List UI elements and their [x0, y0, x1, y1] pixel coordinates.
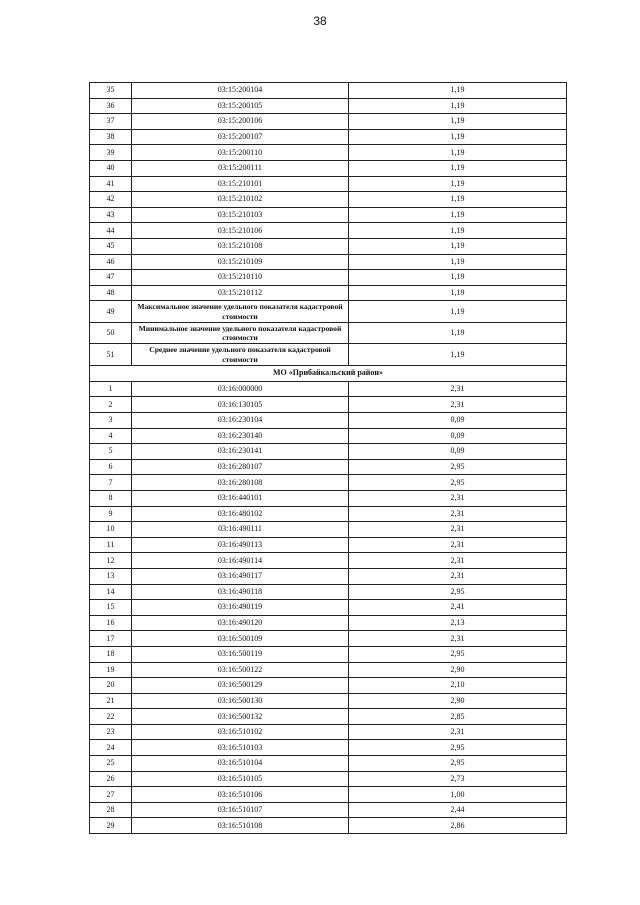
summary-label: Максимальное значение удельного показателя кадастровой стоимости — [132, 301, 349, 323]
table-row — [90, 787, 567, 803]
specific-value: 1,19 — [349, 238, 567, 254]
row-number: 39 — [90, 145, 132, 161]
row-number: 46 — [90, 254, 132, 270]
cadastral-quarter-code: 03:15:200110 — [132, 145, 349, 161]
specific-value: 1,19 — [349, 160, 567, 176]
row-number: 26 — [90, 771, 132, 787]
cadastral-quarter-code: 03:16:490120 — [132, 615, 349, 631]
row-number: 41 — [90, 176, 132, 192]
row-number: 25 — [90, 756, 132, 772]
specific-value: 2,31 — [349, 522, 567, 538]
cadastral-quarter-code: 03:15:210106 — [132, 223, 349, 239]
row-number: 28 — [90, 802, 132, 818]
row-number: 35 — [90, 83, 132, 99]
cadastral-quarter-code: 03:16:230104 — [132, 413, 349, 429]
specific-value: 0,09 — [349, 428, 567, 444]
cadastral-quarter-code: 03:16:490111 — [132, 522, 349, 538]
specific-value: 2,31 — [349, 506, 567, 522]
specific-value: 2,73 — [349, 771, 567, 787]
specific-value: 2,95 — [349, 740, 567, 756]
table-row — [90, 83, 567, 99]
cadastral-quarter-code: 03:15:200105 — [132, 98, 349, 114]
specific-value: 2,31 — [349, 381, 567, 397]
table-row — [90, 285, 567, 301]
row-number: 24 — [90, 740, 132, 756]
cadastral-quarter-code: 03:16:130105 — [132, 397, 349, 413]
row-number: 9 — [90, 506, 132, 522]
table-row — [90, 662, 567, 678]
section-title: МО «Прибайкальский район» — [90, 365, 567, 381]
row-number: 23 — [90, 724, 132, 740]
table-row — [90, 490, 567, 506]
row-number: 10 — [90, 522, 132, 538]
table-row — [90, 646, 567, 662]
table-row — [90, 114, 567, 130]
row-number: 21 — [90, 693, 132, 709]
cadastral-quarter-code: 03:16:490117 — [132, 568, 349, 584]
table-row — [90, 475, 567, 491]
row-number: 6 — [90, 459, 132, 475]
specific-value: 1,19 — [349, 176, 567, 192]
row-number: 22 — [90, 709, 132, 725]
table-row — [90, 444, 567, 460]
row-number: 48 — [90, 285, 132, 301]
specific-value: 1,19 — [349, 129, 567, 145]
specific-value: 1,19 — [349, 207, 567, 223]
cadastral-quarter-code: 03:15:210112 — [132, 285, 349, 301]
section-header-row — [90, 365, 567, 381]
specific-value: 2,95 — [349, 756, 567, 772]
row-number: 3 — [90, 413, 132, 429]
table-row — [90, 459, 567, 475]
table-row — [90, 506, 567, 522]
cadastral-quarter-code: 03:16:510102 — [132, 724, 349, 740]
row-number: 2 — [90, 397, 132, 413]
specific-value: 1,19 — [349, 285, 567, 301]
summary-row — [90, 301, 567, 323]
table-row — [90, 709, 567, 725]
table-row — [90, 615, 567, 631]
row-number: 42 — [90, 192, 132, 208]
row-number: 8 — [90, 490, 132, 506]
cadastral-quarter-code: 03:15:210101 — [132, 176, 349, 192]
table-row — [90, 568, 567, 584]
table-row — [90, 678, 567, 694]
specific-value: 2,31 — [349, 553, 567, 569]
specific-value: 2,95 — [349, 584, 567, 600]
specific-value: 1,19 — [349, 114, 567, 130]
table-row — [90, 537, 567, 553]
row-number: 19 — [90, 662, 132, 678]
row-number: 44 — [90, 223, 132, 239]
row-number: 5 — [90, 444, 132, 460]
table-row — [90, 270, 567, 286]
cadastral-quarter-code: 03:16:500132 — [132, 709, 349, 725]
table-row — [90, 145, 567, 161]
table-row — [90, 207, 567, 223]
cadastral-quarter-code: 03:16:230141 — [132, 444, 349, 460]
table-row — [90, 381, 567, 397]
specific-value: 1,19 — [349, 254, 567, 270]
cadastral-quarter-code: 03:15:210103 — [132, 207, 349, 223]
specific-value: 2,31 — [349, 568, 567, 584]
table-row — [90, 98, 567, 114]
table-row — [90, 238, 567, 254]
cadastral-quarter-code: 03:16:500109 — [132, 631, 349, 647]
row-number: 49 — [90, 301, 132, 323]
table-row — [90, 724, 567, 740]
specific-value: 2,86 — [349, 818, 567, 834]
specific-value: 1,19 — [349, 145, 567, 161]
row-number: 7 — [90, 475, 132, 491]
table-row — [90, 254, 567, 270]
table-row — [90, 413, 567, 429]
specific-value: 0,09 — [349, 413, 567, 429]
specific-value: 2,41 — [349, 600, 567, 616]
specific-value: 2,13 — [349, 615, 567, 631]
specific-value: 0,09 — [349, 444, 567, 460]
table-row — [90, 160, 567, 176]
cadastral-quarter-code: 03:16:280108 — [132, 475, 349, 491]
specific-value: 2,95 — [349, 459, 567, 475]
row-number: 18 — [90, 646, 132, 662]
table-row — [90, 600, 567, 616]
row-number: 16 — [90, 615, 132, 631]
summary-value: 1,19 — [349, 301, 567, 323]
cadastral-quarter-code: 03:16:510106 — [132, 787, 349, 803]
table-row — [90, 522, 567, 538]
summary-label: Минимальное значение удельного показателя кадастровой стоимости — [132, 322, 349, 344]
summary-row — [90, 344, 567, 366]
specific-value: 1,19 — [349, 192, 567, 208]
cadastral-quarter-code: 03:15:210102 — [132, 192, 349, 208]
row-number: 17 — [90, 631, 132, 647]
specific-value: 2,85 — [349, 709, 567, 725]
specific-value: 2,44 — [349, 802, 567, 818]
table-row — [90, 693, 567, 709]
cadastral-quarter-code: 03:16:000000 — [132, 381, 349, 397]
table-body — [90, 83, 567, 834]
cadastral-quarter-code: 03:16:500130 — [132, 693, 349, 709]
table-row — [90, 631, 567, 647]
specific-value: 2,90 — [349, 693, 567, 709]
specific-value: 2,90 — [349, 662, 567, 678]
cadastral-quarter-code: 03:16:490119 — [132, 600, 349, 616]
cadastral-quarter-code: 03:16:490113 — [132, 537, 349, 553]
row-number: 29 — [90, 818, 132, 834]
cadastral-quarter-code: 03:15:210110 — [132, 270, 349, 286]
specific-value: 1,19 — [349, 83, 567, 99]
page-number: 38 — [313, 14, 327, 28]
table-row — [90, 553, 567, 569]
cadastral-quarter-code: 03:16:230140 — [132, 428, 349, 444]
specific-value: 1,19 — [349, 98, 567, 114]
row-number: 38 — [90, 129, 132, 145]
specific-value: 2,95 — [349, 646, 567, 662]
row-number: 43 — [90, 207, 132, 223]
cadastral-quarter-code: 03:15:200106 — [132, 114, 349, 130]
table-row — [90, 802, 567, 818]
table-row — [90, 397, 567, 413]
summary-value: 1,19 — [349, 322, 567, 344]
cadastral-quarter-code: 03:15:200111 — [132, 160, 349, 176]
cadastral-quarter-code: 03:16:440101 — [132, 490, 349, 506]
cadastral-quarter-code: 03:16:510107 — [132, 802, 349, 818]
row-number: 14 — [90, 584, 132, 600]
row-number: 51 — [90, 344, 132, 366]
cadastral-quarter-code: 03:16:510108 — [132, 818, 349, 834]
specific-value: 1,19 — [349, 223, 567, 239]
row-number: 50 — [90, 322, 132, 344]
row-number: 13 — [90, 568, 132, 584]
cadastral-quarter-code: 03:16:480102 — [132, 506, 349, 522]
table-row — [90, 129, 567, 145]
specific-value: 2,31 — [349, 631, 567, 647]
cadastral-quarter-code: 03:16:280107 — [132, 459, 349, 475]
row-number: 4 — [90, 428, 132, 444]
specific-value: 2,95 — [349, 475, 567, 491]
row-number: 12 — [90, 553, 132, 569]
table-row — [90, 192, 567, 208]
cadastral-quarter-code: 03:16:490114 — [132, 553, 349, 569]
table-row — [90, 756, 567, 772]
specific-value: 2,31 — [349, 490, 567, 506]
cadastral-quarter-code: 03:16:500129 — [132, 678, 349, 694]
cadastral-quarter-code: 03:16:510103 — [132, 740, 349, 756]
table-row — [90, 428, 567, 444]
cadastral-quarter-code: 03:16:510104 — [132, 756, 349, 772]
specific-value: 2,10 — [349, 678, 567, 694]
table-row — [90, 584, 567, 600]
cadastral-quarter-code: 03:15:200104 — [132, 83, 349, 99]
summary-label: Среднее значение удельного показателя кадастровой стоимости — [132, 344, 349, 366]
table-row — [90, 176, 567, 192]
row-number: 37 — [90, 114, 132, 130]
cadastral-quarter-code: 03:16:510105 — [132, 771, 349, 787]
table-row — [90, 818, 567, 834]
specific-value: 1,00 — [349, 787, 567, 803]
row-number: 11 — [90, 537, 132, 553]
specific-value: 2,31 — [349, 397, 567, 413]
specific-value: 2,31 — [349, 724, 567, 740]
table-row — [90, 771, 567, 787]
cadastral-quarter-code: 03:16:500122 — [132, 662, 349, 678]
cadastral-quarter-code: 03:15:210109 — [132, 254, 349, 270]
row-number: 15 — [90, 600, 132, 616]
cadastral-quarter-code: 03:16:490118 — [132, 584, 349, 600]
row-number: 45 — [90, 238, 132, 254]
summary-value: 1,19 — [349, 344, 567, 366]
table-row — [90, 740, 567, 756]
cadastral-value-table — [89, 82, 567, 834]
row-number: 20 — [90, 678, 132, 694]
cadastral-quarter-code: 03:15:210108 — [132, 238, 349, 254]
specific-value: 2,31 — [349, 537, 567, 553]
table-row — [90, 223, 567, 239]
row-number: 47 — [90, 270, 132, 286]
summary-row — [90, 322, 567, 344]
specific-value: 1,19 — [349, 270, 567, 286]
cadastral-quarter-code: 03:16:500119 — [132, 646, 349, 662]
row-number: 1 — [90, 381, 132, 397]
row-number: 40 — [90, 160, 132, 176]
cadastral-quarter-code: 03:15:200107 — [132, 129, 349, 145]
row-number: 27 — [90, 787, 132, 803]
row-number: 36 — [90, 98, 132, 114]
